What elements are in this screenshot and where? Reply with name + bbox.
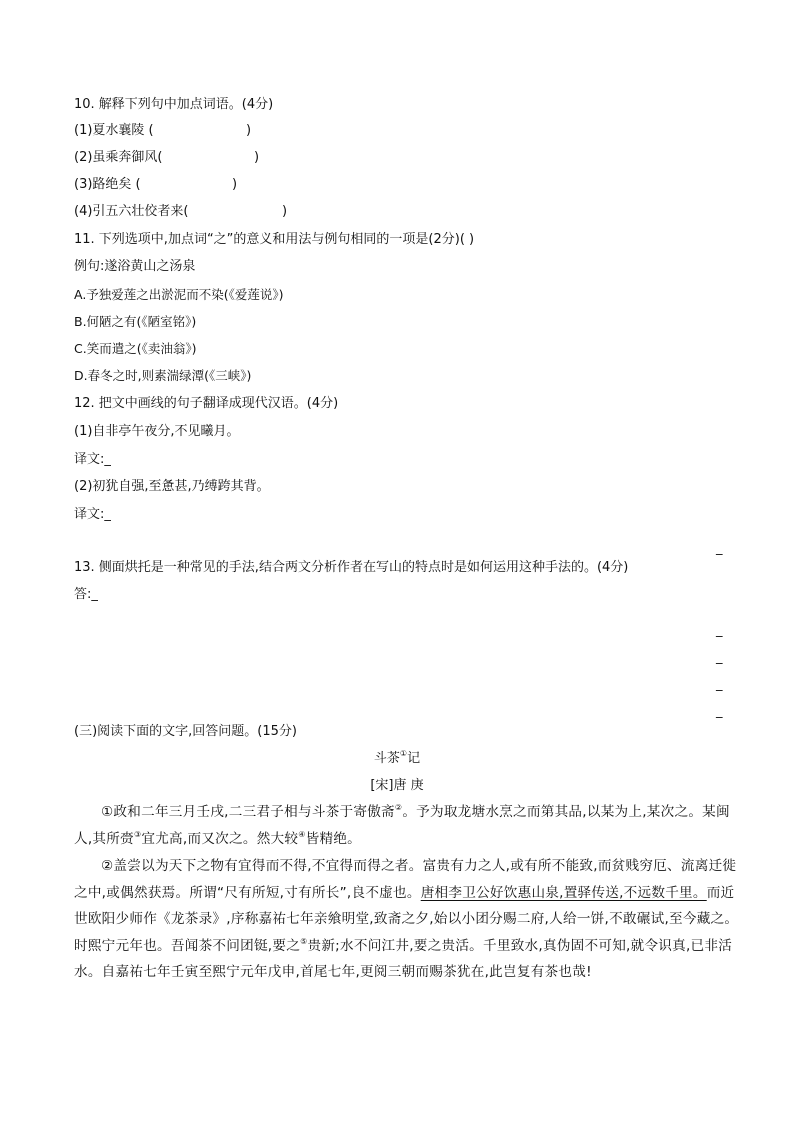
p1-text-d: 皆精绝。 bbox=[305, 830, 362, 847]
answer-line-dash: _ bbox=[716, 704, 723, 719]
q10-item-2: (2)虽乘奔御风( bbox=[74, 150, 163, 165]
q11-option-a: A.予独爱莲之出淤泥而不染(《爱莲说》) bbox=[74, 287, 284, 302]
q12-stem: 12. 把文中画线的句子翻译成现代汉语。(4分) bbox=[74, 396, 339, 411]
q12-translation-2: 译文:_ bbox=[74, 507, 111, 522]
section3-heading: (三)阅读下面的文字,回答问题。(15分) bbox=[74, 724, 297, 739]
article-title-text: 斗茶 bbox=[373, 751, 400, 766]
q12-translation-1: 译文:_ bbox=[74, 452, 111, 467]
answer-line-dash: _ bbox=[716, 541, 723, 556]
q11-option-b: B.何陋之有(《陋室铭》) bbox=[74, 314, 197, 329]
q11-option-d: D.春冬之时,则素湍绿潭(《三峡》) bbox=[74, 368, 252, 383]
q10-item-2-close: ) bbox=[254, 150, 260, 165]
answer-line-dash: _ bbox=[716, 623, 723, 638]
title-footnote-mark: ① bbox=[399, 749, 408, 758]
answer-line-dash: _ bbox=[716, 650, 723, 665]
answer-line-dash: _ bbox=[716, 677, 723, 692]
q12-sentence-1: (1)自非亭午夜分,不见曦月。 bbox=[74, 424, 240, 439]
q10-item-1: (1)夏水襄陵 ( bbox=[74, 123, 154, 138]
q10-stem: 10. 解释下列句中加点词语。(4分) bbox=[74, 97, 274, 112]
q11-option-c: C.笑而遣之(《卖油翁》) bbox=[74, 341, 197, 356]
article-paragraph-1 bbox=[74, 799, 740, 852]
footnote-mark: ② bbox=[394, 803, 403, 812]
q10-item-4: (4)引五六壮佼者来( bbox=[74, 204, 189, 219]
p2-text-c: 贵新;水不问江井,要之贵活。千里致水,真伪固不可知,就令识真,已非活水。自嘉祐七年壬寅至熙宁元年戊申,首尾七年,更阅三朝而赐茶犹在,此岂复有茶也哉! bbox=[74, 937, 733, 981]
p2-text-b: 而近世欧阳少师作《龙茶录》,序称嘉祐七年亲飨明堂,致斋之夕,始以小团分赐二府,人给一饼,不敢碾试,至今藏之。时熙宁元年也。吾闻茶不问团铤,要之 bbox=[74, 884, 739, 954]
p1-text-a: ①政和二年三月壬戌,二三君子相与斗茶于寄傲斋 bbox=[101, 804, 395, 820]
q10-item-4-close: ) bbox=[282, 204, 288, 219]
q10-item-1-close: ) bbox=[246, 123, 252, 138]
article-author: [宋]唐 庚 bbox=[370, 778, 424, 793]
q11-example: 例句:遂浴黄山之汤泉 bbox=[74, 259, 196, 274]
p1-text-b: 。予为取龙塘水烹之而第其品,以某为上,某次之。某闽人,其所赍 bbox=[74, 804, 730, 847]
q11-stem: 11. 下列选项中,加点词“之”的意义和用法与例句相同的一项是(2分)( ) bbox=[74, 232, 475, 247]
footnote-mark: ④ bbox=[298, 829, 306, 839]
q13-answer: 答:_ bbox=[74, 587, 98, 602]
footnote-mark: ③ bbox=[133, 829, 142, 839]
q10-item-3: (3)路绝矣 ( bbox=[74, 177, 141, 192]
article-paragraph-2 bbox=[74, 853, 740, 986]
article-title-tail: 记 bbox=[407, 751, 421, 766]
q10-item-3-close: ) bbox=[232, 177, 238, 192]
p2-text-a: ②盖尝以为天下之物有宜得而不得,不宜得而得之者。富贵有力之人,或有所不能致,而贫贱穷厄、流离迁徙之中,或偶然获焉。所谓“尺有所短,寸有所长”,良不虚也。 bbox=[74, 858, 737, 901]
article-title bbox=[0, 750, 794, 768]
footnote-mark: ⑤ bbox=[300, 936, 308, 946]
p1-text-c: 宜尤高,而又次之。然大较 bbox=[141, 830, 299, 847]
q13-stem: 13. 侧面烘托是一种常见的手法,结合两文分析作者在写山的特点时是如何运用这种手法的。(4分) bbox=[74, 560, 629, 575]
underlined-sentence: 唐相李卫公好饮惠山泉,置驿传送,不远数千里。 bbox=[420, 884, 707, 901]
q12-sentence-2: (2)初犹自强,至惫甚,乃缚跨其背。 bbox=[74, 479, 270, 494]
